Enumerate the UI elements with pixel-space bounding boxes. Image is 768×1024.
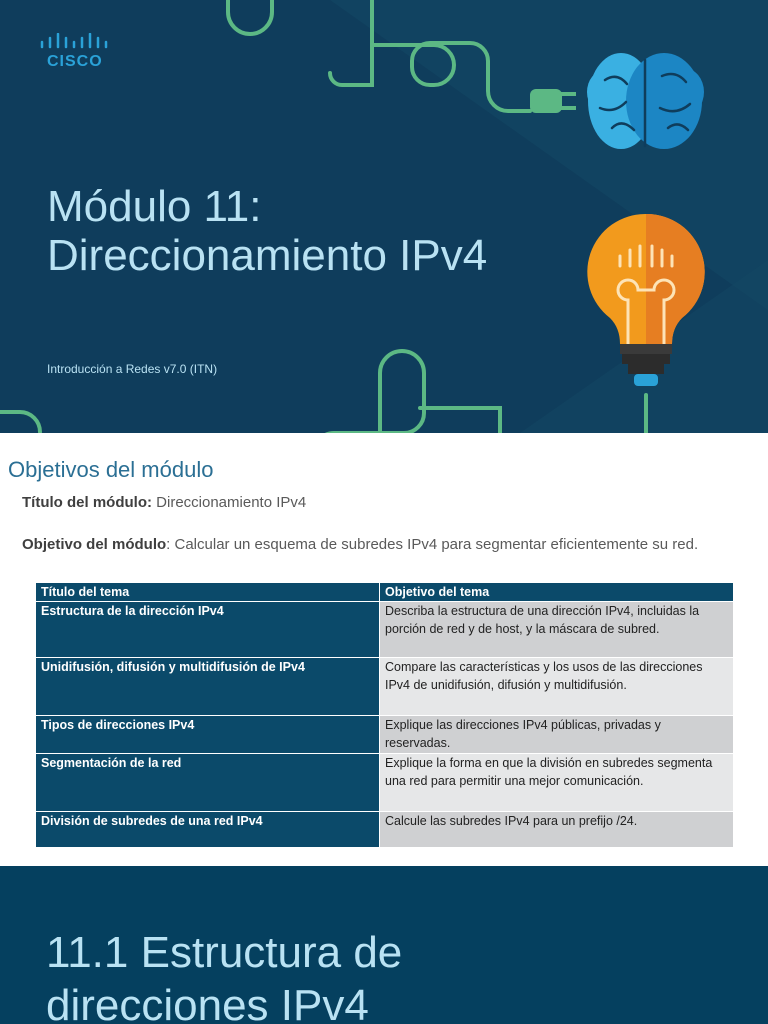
table-row bbox=[36, 658, 734, 716]
topic-cell: Tipos de direcciones IPv4 bbox=[36, 716, 380, 754]
objective-cell: Explique la forma en que la división en subredes segmenta una red para permitir una mejor comunicación. bbox=[380, 754, 734, 812]
module-title-line1: Módulo 11: bbox=[47, 182, 262, 231]
brain-icon bbox=[587, 53, 704, 149]
course-subtitle: Introducción a Redes v7.0 (ITN) bbox=[47, 362, 218, 376]
cisco-logo-text: CISCO bbox=[47, 53, 103, 70]
section-slide bbox=[0, 866, 768, 1024]
column-header-topic: Título del tema bbox=[36, 583, 380, 602]
section-title bbox=[46, 926, 402, 1024]
section-title-line1: 11.1 Estructura de bbox=[46, 928, 403, 977]
objectives-slide bbox=[0, 433, 768, 866]
module-title-line2: Direccionamiento IPv4 bbox=[47, 231, 488, 280]
objective-cell: Compare las características y los usos de las direcciones IPv4 de unidifusión, difusión y multidifusión. bbox=[380, 658, 734, 716]
section-title-line2: direcciones IPv4 bbox=[46, 981, 369, 1024]
objective-cell: Explique las direcciones IPv4 públicas, privadas y reservadas. bbox=[380, 716, 734, 754]
objectives-heading: Objetivos del módulo bbox=[8, 457, 214, 482]
cisco-logo-icon bbox=[40, 33, 110, 51]
module-title-value: Direccionamiento IPv4 bbox=[156, 494, 307, 511]
topic-cell: División de subredes de una red IPv4 bbox=[36, 812, 380, 848]
table-row bbox=[36, 716, 734, 754]
title-slide bbox=[0, 0, 768, 433]
module-title-label: Título del módulo: bbox=[22, 494, 152, 511]
table-row bbox=[36, 602, 734, 658]
topic-cell: Segmentación de la red bbox=[36, 754, 380, 812]
table-header-row bbox=[36, 583, 734, 602]
topic-cell: Estructura de la dirección IPv4 bbox=[36, 602, 380, 658]
objective-cell: Describa la estructura de una dirección IPv4, incluidas la porción de red y de host, y la máscara de subred. bbox=[380, 602, 734, 658]
module-title-line bbox=[22, 493, 742, 512]
column-header-objective: Objetivo del tema bbox=[380, 583, 734, 602]
module-objective-value: : Calcular un esquema de subredes IPv4 para segmentar eficientemente su red. bbox=[166, 536, 699, 553]
table-row bbox=[36, 812, 734, 848]
objective-cell: Calcule las subredes IPv4 para un prefijo /24. bbox=[380, 812, 734, 848]
module-objective-line bbox=[22, 535, 742, 554]
module-title bbox=[47, 182, 487, 280]
topic-cell: Unidifusión, difusión y multidifusión de IPv4 bbox=[36, 658, 380, 716]
objectives-table bbox=[35, 582, 734, 848]
table-row bbox=[36, 754, 734, 812]
module-objective-label: Objetivo del módulo bbox=[22, 536, 167, 553]
